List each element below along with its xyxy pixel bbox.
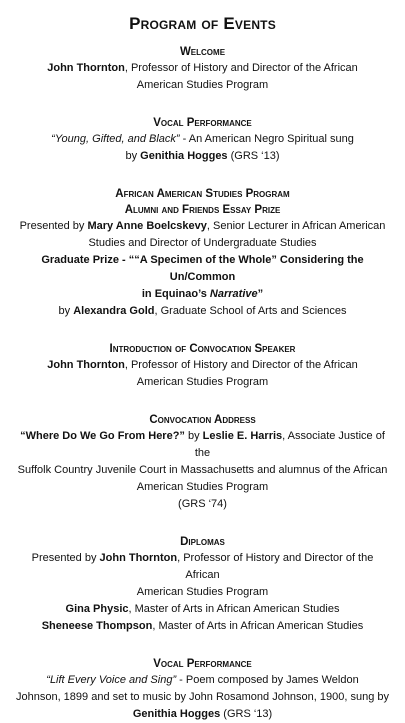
address-speaker-title-cont: Suffolk Country Juvenile Court in Massachusetts and alumnus of the African xyxy=(17,464,388,476)
winner-by: by xyxy=(58,305,74,317)
section-introduction xyxy=(14,341,391,391)
poem-title: “Lift Every Voice and Sing” xyxy=(46,674,177,686)
presenter-name: John Thornton xyxy=(99,552,178,564)
essay-title-part: in Equinao’s xyxy=(141,288,210,300)
address-by: by xyxy=(184,430,203,442)
presented-by: Presented by xyxy=(31,552,100,564)
presenter-title: , Senior Lecturer in African American xyxy=(206,220,386,232)
performer-class: (GRS ‘13) xyxy=(220,708,273,720)
graduate-line xyxy=(14,601,391,618)
essay-title-end: ” xyxy=(257,288,264,300)
speaker-name: John Thornton xyxy=(47,359,125,371)
section-heading: Vocal Performance xyxy=(153,658,252,670)
page-title: Program of Events xyxy=(129,14,276,33)
speaker-title: , Professor of History and Director of the African xyxy=(124,62,358,74)
poem-line xyxy=(14,672,391,689)
section-heading: Diplomas xyxy=(180,536,225,548)
address-speaker-title-cont-2: American Studies Program xyxy=(136,481,269,493)
graduate-degree: , Master of Arts in African American Studies xyxy=(152,620,364,632)
speaker-name: John Thornton xyxy=(47,62,125,74)
address-title: “Where Do We Go From Here?” xyxy=(20,430,185,442)
presented-by: Presented by xyxy=(19,220,88,232)
presenter-line xyxy=(14,218,391,235)
graduate-prize-title: Graduate Prize - ““A Specimen of the Whole” Considering the Un/Common xyxy=(41,254,364,283)
section-vocal-performance-2 xyxy=(14,656,391,723)
performer-line xyxy=(14,706,391,723)
poem-description-cont: Johnson, 1899 and set to music by John Rosamond Johnson, 1900, sung by xyxy=(15,691,390,703)
essay-title-italic: Narrative xyxy=(209,288,258,300)
section-welcome xyxy=(14,44,391,94)
speaker-title-cont: American Studies Program xyxy=(136,376,269,388)
winner-line xyxy=(14,303,391,320)
section-heading: Introduction of Convocation Speaker xyxy=(109,343,296,355)
section-subheading: Alumni and Friends Essay Prize xyxy=(124,204,281,216)
section-vocal-performance-1 xyxy=(14,115,391,165)
speaker-title: , Professor of History and Director of the African xyxy=(124,359,358,371)
performer-by: by xyxy=(125,150,141,162)
winner-name: Alexandra Gold xyxy=(73,305,155,317)
graduate-name: Sheneese Thompson xyxy=(41,620,153,632)
performer-line xyxy=(14,148,391,165)
address-line xyxy=(14,428,391,462)
section-heading: African American Studies Program xyxy=(115,188,290,200)
address-speaker-title: , Associate Justice of the xyxy=(194,430,385,459)
graduate-line xyxy=(14,618,391,635)
graduate-degree: , Master of Arts in African American Studies xyxy=(128,603,340,615)
section-heading: Convocation Address xyxy=(149,414,256,426)
song-description: - An American Negro Spiritual sung xyxy=(179,133,354,145)
section-essay-prize xyxy=(14,186,391,320)
performer-name: Genithia Hogges xyxy=(132,708,221,720)
performer-class: (GRS ‘13) xyxy=(227,150,280,162)
address-speaker: Leslie E. Harris xyxy=(202,430,283,442)
section-diplomas xyxy=(14,534,391,635)
performer-name: Genithia Hogges xyxy=(140,150,228,162)
presenter-title: , Professor of History and Director of the African xyxy=(177,552,374,581)
speaker-line xyxy=(14,357,391,374)
graduate-name: Gina Physic xyxy=(65,603,129,615)
address-speaker-class: (GRS ‘74) xyxy=(178,498,227,510)
song-title: “Young, Gifted, and Black” xyxy=(51,133,180,145)
presenter-name: Mary Anne Boelcskevy xyxy=(87,220,207,232)
speaker-title-cont: American Studies Program xyxy=(136,79,269,91)
graduate-prize-title-cont xyxy=(14,286,391,303)
section-heading: Welcome xyxy=(179,46,226,58)
speaker-line xyxy=(14,60,391,77)
poem-description: - Poem composed by James Weldon xyxy=(176,674,359,686)
section-heading: Vocal Performance xyxy=(153,117,252,129)
section-convocation-address xyxy=(14,412,391,513)
presenter-line xyxy=(14,550,391,584)
presenter-title-cont: American Studies Program xyxy=(136,586,269,598)
song-line xyxy=(14,131,391,148)
presenter-title-cont: Studies and Director of Undergraduate Studies xyxy=(88,237,317,249)
winner-school: , Graduate School of Arts and Sciences xyxy=(154,305,347,317)
